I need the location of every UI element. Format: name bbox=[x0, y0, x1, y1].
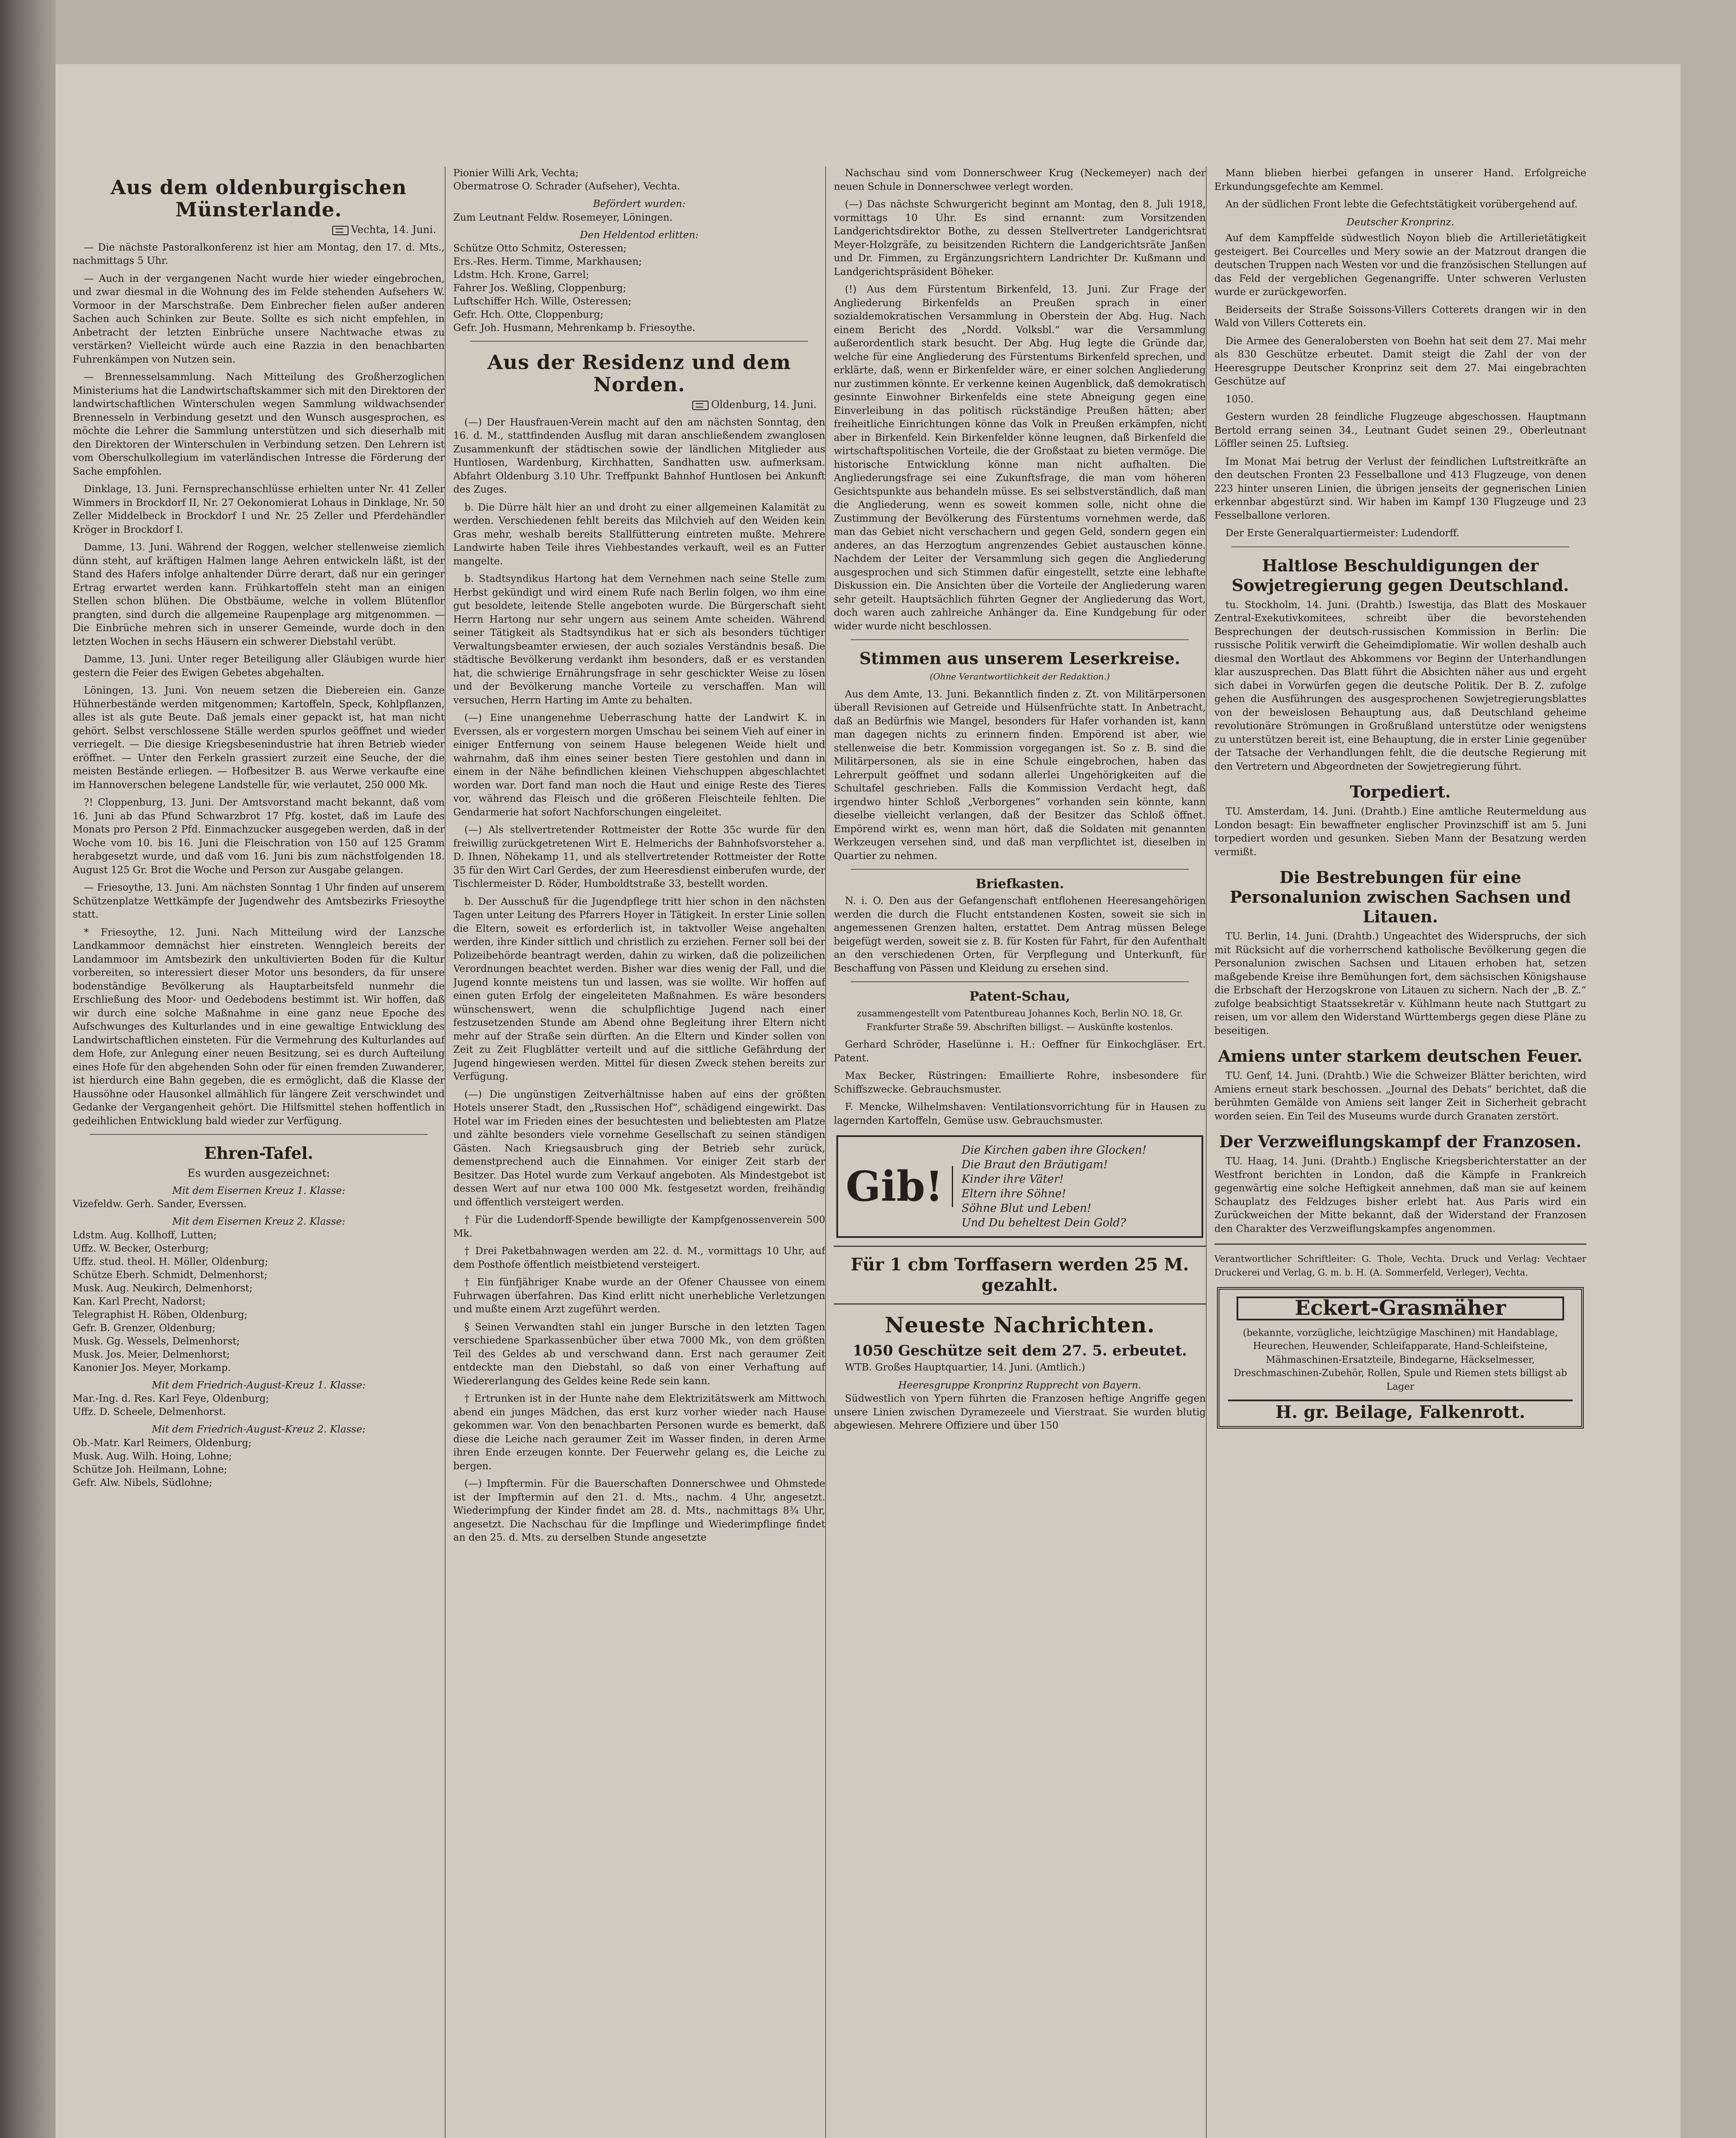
article-text: TU. Berlin, 14. Juni. (Drahtb.) Ungeachtet des Widerspruchs, der sich mit Rücksicht auf die vorherrschend katholische Bevölkerung gegen die Personalunion zwischen Sachsen und Litauen erhoben hat, setzen maßgebende Kreise ihre Bemühungen fort, dem sächsischen Königshause die Erbschaft der Herzogskrone von Litauen zu sichern. Nach der „B. Z.“ zufolge beabsichtigt Staatssekretär v. Kühlmann heute nach Stuttgart zu reisen, um vor allem den Widerstand Württembergs gegen diese Pläne zu beseitigen. bbox=[1214, 931, 1586, 1037]
patent-entry: Max Becker, Rüstringen: Emaillierte Rohre, insbesondere für Schiffszwecke. Gebrauchsmuster. bbox=[834, 1070, 1206, 1095]
patent-heading: Patent-Schau, bbox=[969, 989, 1070, 1004]
dateline: Vechta, 14. Juni. bbox=[73, 223, 436, 237]
honor-entry: Gefr. Alw. Nibels, Südlohne; bbox=[73, 1477, 213, 1488]
article-text: TU. Amsterdam, 14. Juni. (Drahtb.) Eine amtliche Reutermeldung aus London besagt: Ein bewaffneter englischer Provinzschiff ist am 5. Juni torpediert worden und gesunken. Sieben Mann der Besatzung werden vermißt. bbox=[1214, 806, 1586, 858]
news-item: An der südlichen Front lebte die Gefechtstätigkeit vorübergehend auf. bbox=[1225, 199, 1578, 210]
news-item: — Friesoythe, 13. Juni. Am nächsten Sonntag 1 Uhr finden auf unserem Schützenplatze Wettkämpfe der Jugendwehr des Amtsbezirks Friesoythe statt. bbox=[73, 882, 445, 920]
appeal-line: Die Kirchen gaben ihre Glocken! bbox=[961, 1144, 1147, 1157]
article-body bbox=[1214, 232, 1586, 523]
news-item: Gestern wurden 28 feindliche Flugzeuge abgeschossen. Hauptmann Bertold errang seinen 34., Leutnant Gudet seinen 29., Oberleutnant Löffler seinen 25. Luftsieg. bbox=[1214, 411, 1586, 449]
promoted-list bbox=[453, 211, 825, 224]
fallen-entry: Ers.-Res. Herm. Timme, Markhausen; bbox=[453, 256, 642, 267]
fallen-entry: Luftschiffer Hch. Wille, Osteressen; bbox=[453, 296, 632, 307]
ad-title: Eckert-Grasmäher bbox=[1237, 1296, 1564, 1320]
news-item: Beiderseits der Straße Soissons-Villers Cotterets drangen wir in den Wald von Villers Cotterets ein. bbox=[1214, 304, 1586, 329]
news-item: b. Der Ausschuß für die Jugendpflege tritt hier schon in den nächsten Tagen unter Leitung des Pfarrers Hoyer in Tätigkeit. In erster Linie sollen die Eltern, soweit es erforderlich ist, in taktvoller Weise angehalten werden, ihre Kinder sittlich und christlich zu erziehen. Ferner soll bei der Polizeibehörde beantragt werden, dahin zu wirken, daß die polizeilichen Verordnungen beachtet werden. Bisher war dies wenig der Fall, und die Jugend konnte meistens tun und lassen, was sie wollte. Wir hoffen auf einen guten Erfolg der eingeleiteten Maßnahmen. Es wäre besonders wünschenswert, wenn die schulpflichtige Jugend nach einer festzusetzenden Stunde am Abend ohne Begleitung ihrer Eltern nicht mehr auf der Straße sein dürften. An die Eltern und Kinder sollen von Zeit zu Zeit Flugblätter verteilt und auf die sittliche Gefährdung der Jugend hingewiesen werden. Mittel für diesen Zweck stehen bereits zur Verfügung. bbox=[453, 896, 825, 1082]
mailbox-heading: Briefkasten. bbox=[975, 877, 1064, 892]
telegraph-icon bbox=[692, 401, 709, 410]
honor-entry: Musk. Gg. Wessels, Delmenhorst; bbox=[73, 1335, 240, 1347]
news-item: b. Die Dürre hält hier an und droht zu einer allgemeinen Kalamität zu werden. Verschiedenen fehlt bereits das Milchvieh auf den Weiden kein Gras mehr, weshalb bereits Stallfütterung eintreten mußte. Mehrere Landwirte haben Teile ihres Viehbestandes verkauft, weil es an Futter mangelte. bbox=[453, 502, 825, 567]
fallen-entry: Gefr. Hch. Otte, Cloppenburg; bbox=[453, 309, 604, 320]
fallen-entry: Schütze Otto Schmitz, Osteressen; bbox=[453, 243, 627, 254]
fallen-entry: Gefr. Joh. Husmann, Mehrenkamp b. Friesoythe. bbox=[453, 322, 696, 334]
news-item: ?! Cloppenburg, 13. Juni. Der Amtsvorstand macht bekannt, daß vom 16. Juni ab das Pfund Schwarzbrot 17 Pfg. kostet, daß im Laufe des Monats pro Person 2 Pfd. Einmachzucker ausgegeben werden, daß in der Woche vom 10. bis 16. Juni die Fleischration von 150 auf 125 Gramm herabgesetzt wurde, und daß vom 16. Juni bis zum nächstfolgenden 18. August 125 Gr. Brot die Woche und Person zur Ausgabe gelangen. bbox=[73, 797, 445, 876]
news-front: Heeresgruppe Kronprinz Rupprecht von Bayern. bbox=[898, 1379, 1142, 1391]
honor-section bbox=[73, 1437, 445, 1490]
honor-entry: Musk. Aug. Wilh. Hoing, Lohne; bbox=[73, 1450, 232, 1462]
promoted-title: Befördert wurden: bbox=[593, 198, 686, 210]
honor-entry: Kanonier Jos. Meyer, Morkamp. bbox=[73, 1362, 231, 1373]
patent-entry: Gerhard Schröder, Haselünne i. H.: Oeffner für Einkochgläser. Ert. Patent. bbox=[834, 1039, 1206, 1064]
section-heading: Aus der Residenz und dem Norden. bbox=[487, 351, 791, 396]
honor-section-title: Mit dem Friedrich-August-Kreuz 2. Klasse: bbox=[152, 1424, 366, 1435]
news-item: 1050. bbox=[1225, 393, 1254, 405]
appeal-line: Kinder ihre Väter! bbox=[961, 1173, 1064, 1186]
appeal-line: Söhne Blut und Leben! bbox=[961, 1202, 1092, 1215]
column-rule bbox=[1206, 167, 1207, 2138]
appeal-line: Eltern ihre Söhne! bbox=[961, 1187, 1066, 1200]
article-body bbox=[834, 167, 1206, 633]
honor-entry: Ob.-Matr. Karl Reimers, Oldenburg; bbox=[73, 1437, 252, 1449]
article-heading: Die Bestrebungen für eine Personalunion zwischen Sachsen und Litauen. bbox=[1229, 868, 1571, 926]
honor-entry: Kan. Karl Precht, Nadorst; bbox=[73, 1296, 206, 1307]
news-item: (!) Aus dem Fürstentum Birkenfeld, 13. Juni. Zur Frage der Angliederung Birkenfelds an Preußen sprach in einer sozialdemokratischen Versammlung in Oberstein der Abg. Hug. Nach einem Bericht des „Nordd. Volksbl.“ war die Versammlung außerordentlich stark besucht. Der Abg. Hug legte die Gründe dar, welche für eine Angliederung des Fürstentums Birkenfeld sprechen, und erklärte, daß, wenn er Birkenfelder wäre, er einer solchen Angliederung nur zustimmen könnte. Er verkenne keinen Augenblick, daß demokratisch gesinnte Einwohner Birkenfelds eine stete Abneigung gegen eine Einverleibung in das politisch rückständige Preußen hätten; aber freiheitliche Einrichtungen könne das Volk in Preußen erkämpfen, nicht aber in Birkenfeld. Kein Birkenfelder könne leugnen, daß Birkenfeld die wirtschaftspolitischen Vorteile, die der Großstaat zu bieten vermöge. Die historische Entwicklung könne man nicht aufhalten. Die Angliederungsfrage sei eine Zukunftsfrage, die man vom höheren Gesichtspunkte aus behandeln müsse. Es sei selbstverständlich, daß man die Angliederung, wenn es soweit kommen solle, nicht ohne die Zustimmung der Bevölkerung des Fürstentums vornehmen werde, daß man das Gebiet nicht verschachern und gegen Geld, sondern gegen ein anderes, an das Herzogtum angrenzendes Gebiet austauschen könne. Nachdem der Leiter der Versammlung sich gegen die Angliederung ausgesprochen und sich Stimmen dafür eingestellt, setzte eine lebhafte Diskussion ein. Die Ansichten über die Vorteile der Angliederung waren sehr geteilt. Hauptsächlich führten Gegner der Angliederung das Wort, doch waren auch zahlreiche Anhänger da. Eine Kundgebung für oder wider wurde nicht beschlossen. bbox=[834, 284, 1206, 632]
honor-entry: Obermatrose O. Schrader (Aufseher), Vechta. bbox=[453, 181, 680, 192]
scan-binding-edge bbox=[0, 0, 56, 2138]
divider bbox=[470, 341, 808, 342]
news-item: Damme, 13. Juni. Unter reger Beteiligung aller Gläubigen wurde hier gestern die Feier des Ewigen Gebetes abgehalten. bbox=[73, 654, 445, 679]
column-rule bbox=[445, 167, 446, 2138]
honor-section-title: Mit dem Eisernen Kreuz 2. Klasse: bbox=[172, 1216, 345, 1227]
article-heading: Der Verzweiflungskampf der Franzosen. bbox=[1219, 1132, 1582, 1151]
article-body bbox=[453, 416, 825, 1545]
divider bbox=[834, 1246, 1206, 1247]
imprint: Verantwortlicher Schriftleiter: G. Thole, Vechta. Druck und Verlag: Vechtaer Druckerei und Verlag, G. m. b. H. (A. Sommerfeld, Verleger), Vechta. bbox=[1214, 1254, 1586, 1278]
honor-section bbox=[73, 1198, 445, 1211]
peat-fiber-ad: Für 1 cbm Torffasern werden 25 M. gezahlt. bbox=[850, 1255, 1189, 1295]
readers-subheading: (Ohne Verantwortlichkeit der Redaktion.) bbox=[930, 671, 1110, 682]
honor-entry: Uffz. D. Scheele, Delmenhorst. bbox=[73, 1406, 226, 1417]
honor-section-title: Mit dem Eisernen Kreuz 1. Klasse: bbox=[172, 1185, 345, 1196]
news-item: (—) Impftermin. Für die Bauerschaften Donnerschwee und Ohmstede ist der Impftermin auf den 21. d. Mts., nachm. 4 Uhr, angesetzt. Wiederimpfung der Kinder findet am 28. d. Mts., nachmittags 8¾ Uhr, angesetzt. Die Nachschau für die Impflinge und Wiederimpflinge findet an den 25. d. Mts. zu derselben Stunde angesetzte bbox=[453, 1478, 825, 1543]
signature: Der Erste Generalquartiermeister: Ludendorff. bbox=[1225, 528, 1460, 539]
honor-subheading: Es wurden ausgezeichnet: bbox=[187, 1167, 330, 1179]
article-text: tu. Stockholm, 14. Juni. (Drahtb.) Iswestija, das Blatt des Moskauer Zentral-Exekutivkomitees, schreibt über die bevorstehenden Besprechungen der deutsch-russischen Kommission in Berlin: Die russische Politik verwirft die Geheimdiplomatie. Wir wollen deshalb auch diesmal den Wortlaut des Abkommens vor Beginn der Unterhandlungen klar auszusprechen. Das Blatt führt die Absichten näher aus und ergeht sich dabei in Vorwürfen gegen die deutsche Politik. Der B. Z. zufolge gehen die Ausführungen des ausgesprochenen Sowjetregierungsblattes von der beweislosen Behauptung aus, daß Deutschland geheime revolutionäre Strömungen in Großrußland unterstütze oder wenigstens zu unterstützen bereit ist, eine Behauptung, die in erster Linie gegenüber der Tatsache der Verhandlungen fehlt, die die deutsche Regierung mit den Vertretern und Abgeordneten der Sowjetregierung führt. bbox=[1214, 599, 1586, 772]
news-text: Südwestlich von Ypern führten die Franzosen heftige Angriffe gegen unsere Linien zwischen Dyramezeele und Vierstraat. Sie wurden blutig abgewiesen. Mehrere Offiziere und über 150 bbox=[834, 1393, 1206, 1431]
promoted-entry: Zum Leutnant Feldw. Rosemeyer, Löningen. bbox=[453, 212, 673, 223]
honor-entry: Pionier Willi Ark, Vechta; bbox=[453, 168, 579, 179]
news-item: † Für die Ludendorff-Spende bewilligte der Kampfgenossenverein 500 Mk. bbox=[453, 1214, 825, 1239]
fallen-entry: Fahrer Jos. Weßling, Cloppenburg; bbox=[453, 283, 626, 294]
readers-letter: Aus dem Amte, 13. Juni. Bekanntlich finden z. Zt. von Militärpersonen überall Revisionen auf Getreide und Hülsenfrüchte statt. In Anbetracht, daß an Bedürfnis wie Mangel, besonders für Hafer vorhanden ist, kann man dagegen nichts zu erinnern finden. Empörend ist aber, wie stellenweise die betr. Kommission vorgegangen ist. So z. B. sind die Militärpersonen, als sie in eine Schule eingebrochen, haben das Lehrerpult geöffnet und sodann allerlei Ungehörigkeiten auf die Schultafel geschrieben. Falls die Kommission Verdacht hegt, daß irgendwo hinter Schloß „Verborgenes“ vorhanden sein könnte, kann dieselbe vielleicht verlangen, daß der Besitzer das Schloß öffnet. Empörend wirkt es, wenn man hört, daß die Soldaten mit genannten Werkzeugen versehen sind, und daß man verpflichtet ist, dieselben in Quartier zu nehmen. bbox=[834, 688, 1206, 862]
news-item: — Auch in der vergangenen Nacht wurde hier wieder eingebrochen, und zwar diesmal in die Wohnung des im Felde stehenden Aufsehers W. Vormoor in der Marschstraße. Dem Einbrecher fielen außer anderen Sachen auch Schinken zur Beute. Sollte es sich nicht empfehlen, in Anbetracht der letzten Einbrüche unsere Nachtwache etwas zu verstärken? Vielleicht würde auch eine Razzia in den benachbarten Fuhrenkämpen von Nutzen sein. bbox=[73, 273, 445, 365]
mailbox-text: N. i. O. Den aus der Gefangenschaft entflohenen Heeresangehörigen werden die durch die Flucht entstandenen Kosten, soweit sie sich in angemessenen Grenzen halten, erstattet. Dem Antrag müssen Belege beigefügt werden, soweit sie z. B. für Kosten für Fahrt, für den Aufenthalt an den verschiedenen Orten, für Verpflegung und Unterkunft, für Beschaffung von Pässen und Kleidung zu ersehen sind. bbox=[834, 895, 1206, 974]
news-item: Dinklage, 13. Juni. Fernsprechanschlüsse erhielten unter Nr. 41 Zeller Wimmers in Brockdorf II, Nr. 27 Oekonomierat Lohaus in Dinklage, Nr. 50 Zeller Middelbeck in Brockdorf I und Nr. 25 Zeller und Pferdehändler Kröger in Brockdorf I. bbox=[73, 484, 445, 535]
news-item: (—) Das nächste Schwurgericht beginnt am Montag, den 8. Juli 1918, vormittags 10 Uhr. Es sind ernannt: zum Vorsitzenden Landgerichtsdirektor Bothe, zu dessen Stellvertreter Landgerichtsrat Meyer-Holzgräfe, zu beisitzenden Richtern die Landgerichtsräte Janßen und Dr. Fimmen, zu Ergänzungsrichtern Landrichter Dr. Kußmann und Landgerichtspräsident Böheker. bbox=[834, 199, 1206, 278]
column-3 bbox=[834, 167, 1206, 2138]
article-heading: Torpediert. bbox=[1349, 782, 1451, 801]
news-item: (—) Eine unangenehme Ueberraschung hatte der Landwirt K. in Everssen, als er vorgestern morgen Umschau bei seinem Vieh auf einer in einiger Entfernung von seinem Hause belegenen Weide hielt und wahrnahm, daß ihm eines seiner besten Tiere gestohlen und dann in einem in der Nähe befindlichen kleinen Viehschuppen abgeschlachtet worden war. Dort fand man noch die Haut und einige Reste des Tieres vor, während das Fleisch und die größeren Fleischteile fehlten. Die Gendarmerie hat sofort Nachforschungen eingeleitet. bbox=[453, 712, 825, 818]
fallen-entry: Ldstm. Hch. Krone, Garrel; bbox=[453, 269, 589, 281]
news-item: (—) Als stellvertretender Rottmeister der Rotte 35c wurde für den freiwillig zurückgetretenen Wirt E. Helmerichs der Bahnhofsvorsteher a. D. Ihnen, Nöhekamp 11, und als stellvertretender Rottmeister der Rotte 35 für den Wirt Carl Gerdes, der zum Heeresdienst einberufen wurde, der Tischlermeister D. Röder, Humboldtstraße 33, bestellt worden. bbox=[453, 824, 825, 889]
mower-advertisement bbox=[1217, 1287, 1584, 1429]
news-item: — Die nächste Pastoralkonferenz ist hier am Montag, den 17. d. Mts., nachmittags 5 Uhr. bbox=[73, 242, 445, 266]
divider bbox=[90, 1134, 428, 1135]
divider bbox=[1214, 1243, 1586, 1245]
news-item: § Seinen Verwandten stahl ein junger Bursche in den letzten Tagen verschiedene Sparkassenbücher über etwa 7000 Mk., von dem größten Teil des Geldes ab und verschwand dann. Erst nach geraumer Zeit entdeckte man den Diebstahl, so daß von einer Verhaftung auf Wiedererlangung des Geldes keine Rede sein kann. bbox=[453, 1321, 825, 1387]
appeal-line: Und Du beheltest Dein Gold? bbox=[961, 1217, 1126, 1229]
column-2 bbox=[453, 167, 825, 2138]
article-text: TU. Haag, 14. Juni. (Drahtb.) Englische Kriegsberichterstatter an der Westfront berichten in London, daß die Kämpfe in Frankreich gegenwärtig eine solche Heftigkeit annehmen, daß man sie auf keinem Schauplatz des Feldzuges bisher erlebt hat. Aus Paris wird ein Zurückweichen der Mitte bekannt, daß der Widerstand der Franzosen den Charakter des Verzweiflungskampfes angenommen. bbox=[1214, 1156, 1586, 1234]
article-body bbox=[73, 241, 445, 1128]
patent-entry: F. Mencke, Wilhelmshaven: Ventilationsvorrichtung für in Hausen zu lagernden Kartoffeln, Gemüse usw. Gebrauchsmuster. bbox=[834, 1101, 1206, 1126]
news-dateline: WTB. Großes Hauptquartier, 14. Juni. (Amtlich.) bbox=[845, 1362, 1085, 1373]
honor-entry: Telegraphist H. Röben, Oldenburg; bbox=[73, 1309, 248, 1320]
news-item: Auf dem Kampffelde südwestlich Noyon blieb die Artillerietätigkeit gesteigert. Bei Courcelles und Mery sowie an der Matzrout drangen die deutschen Truppen nach Westen vor und die französischen Stellungen auf das Feld der vergeblichen Gegenangriffe. Unter schweren Verlusten wurde er zurückgeworfen. bbox=[1214, 233, 1586, 298]
divider bbox=[1231, 546, 1569, 547]
honor-entry: Gefr. B. Grenzer, Oldenburg; bbox=[73, 1322, 216, 1334]
newspaper-page bbox=[56, 64, 1680, 2138]
column-4 bbox=[1214, 167, 1586, 2138]
appeal-big-word: Gib! bbox=[846, 1166, 953, 1207]
latest-news-subheading: 1050 Geschütze seit dem 27. 5. erbeutet. bbox=[852, 1342, 1187, 1359]
article-heading: Amiens unter starkem deutschen Feuer. bbox=[1218, 1046, 1583, 1066]
news-item: † Drei Paketbahnwagen werden am 22. d. M., vormittags 10 Uhr, auf dem Posthofe öffentlich meistbietend versteigert. bbox=[453, 1246, 825, 1270]
divider bbox=[851, 639, 1189, 640]
telegraph-icon bbox=[332, 226, 348, 235]
news-item: † Ein fünfjähriger Knabe wurde an der Ofener Chaussee von einem Fuhrwagen überfahren. Das Kind erlitt nicht unerhebliche Verletzungen und mußte einem Arzt zugeführt werden. bbox=[453, 1277, 825, 1315]
news-item: Nachschau sind vom Donnerschweer Krug (Neckemeyer) nach der neuen Schule in Donnerschwee verlegt worden. bbox=[834, 168, 1206, 192]
ad-text: (bekannte, vorzügliche, leichtzügige Maschinen) mit Handablage, Heurechen, Heuwender, Schleifapparate, Hand-Schleifsteine, Mähmaschinen-Ersatzteile, Bindegarne, Häckselmesser, Dreschmaschinen-Zubehör, Rollen, Spule und Riemen stets billigst ab Lager bbox=[1233, 1327, 1567, 1392]
patent-list bbox=[834, 1038, 1206, 1128]
news-item: * Friesoythe, 12. Juni. Nach Mitteilung wird der Lanzsche Landkammoor demnächst hier einstreten. Wenngleich bereits der Landammoor im Amtsbezirk den unkultivierten Boden für die Kultur vorbereiten, so interessiert dieser Motor uns besonders, da für unsere bodenständige Bevölkerung als Hauptarbeitsfeld nunmehr die Erschließung des Moor- und Oedebodens bestimmt ist. Wir hoffen, daß wir durch eine solche Maßnahme in eine ganz neue Epoche des Aufschwunges des Kulturlandes und in eine gewaltige Entwicklung des Landwirtschaftlichen einsteten. Für die Vermehrung des Kulturlandes auf dem Hofe, zur Anlegung einer neuen Besitzung, sei es durch Aufteilung eines Hofe für den abgehenden Sohn oder für einen fremden Zuwanderer, ist hierdurch eine Bahn gegeben, die es ermöglicht, daß die Klasse der Haussöhne oder Hausonkel allmählich für längere Zeit verschwindet und Gedanke der Vergangenheit gehört. Die Hilfsmittel stehen hoffentlich in gedeihlichen Entwicklung bald wieder zur Verfügung. bbox=[73, 927, 445, 1127]
news-item: (—) Die ungünstigen Zeitverhältnisse haben auf eins der größten Hotels unserer Stadt, den „Russischen Hof“, schädigend eingewirkt. Das Hotel war im Frieden eines der besuchtesten und beliebtesten am Platze und zählte besonders viele vornehme Gesellschaft zu seinen ständigen Gästen. Nach Kriegsausbruch ging der Betrieb sehr zurück, demenstprechend auch die Einnahmen. Vor einiger Zeit starb der Besitzer. Das Hotel wurde zum Verkauf angeboten. Als Mindestgebot ist dessen Wert auf nur etwa 100 000 Mk. festgesetzt worden, freihändig und öffentlich versteigert werden. bbox=[453, 1089, 825, 1208]
honor-section bbox=[73, 1229, 445, 1375]
honor-entry: Uffz. W. Becker, Osterburg; bbox=[73, 1243, 209, 1254]
dateline: Oldenburg, 14. Juni. bbox=[453, 398, 817, 412]
appeal-line: Die Braut den Bräutigam! bbox=[961, 1158, 1108, 1171]
honor-entry: Musk. Aug. Neukirch, Delmenhorst; bbox=[73, 1282, 253, 1294]
readers-heading: Stimmen aus unserem Leserkreise. bbox=[859, 649, 1181, 668]
section-heading: Aus dem oldenburgischen Münsterlande. bbox=[110, 176, 407, 221]
divider bbox=[851, 981, 1189, 982]
honor-heading: Ehren-Tafel. bbox=[204, 1143, 313, 1163]
latest-news-heading: Neueste Nachrichten. bbox=[885, 1312, 1155, 1338]
kronprinz-title: Deutscher Kronprinz. bbox=[1346, 216, 1454, 228]
honor-list bbox=[73, 1184, 445, 1490]
honor-section bbox=[73, 1392, 445, 1419]
donation-appeal-box bbox=[836, 1135, 1203, 1238]
honor-list-continued bbox=[453, 167, 825, 193]
honor-entry: Vizefeldw. Gerh. Sander, Everssen. bbox=[73, 1199, 247, 1210]
honor-entry: Musk. Jos. Meier, Delmenhorst; bbox=[73, 1349, 230, 1360]
news-item: Damme, 13. Juni. Während der Roggen, welcher stellenweise ziemlich dünn steht, auf kräftigen Halmen lange Aehren entwickeln läßt, ist der Stand des Hafers infolge anhaltender Dürre derart, daß nur ein geringer Ertrag erwartet werden kann. Frühkartoffeln steht man an einigen Stellen schon blühen. Die Obstbäume, welche in vollem Blütenflor prangten, sind durch die allgemeine Raupenplage arg mitgenommen. — Die Einbrüche mehren sich in unserer Gemeinde, wurde doch in den letzten Wochen in sechs Häusern ein schwerer Diebstahl verübt. bbox=[73, 542, 445, 647]
fallen-list bbox=[453, 242, 825, 335]
news-item: b. Stadtsyndikus Hartong hat dem Vernehmen nach seine Stelle zum Herbst gekündigt und wird einem Rufe nach Berlin folgen, wo ihm eine gut besoldete, leitende Stelle angeboten wurde. Die Bürgerschaft sieht Herrn Hartong nur sehr ungern aus seinem Amte scheiden. Während seiner Tätigkeit als Stadtsyndikus hat er sich als besonders tüchtiger Verwaltungsbeamter erwiesen, der auch soziales Verständnis besaß. Die städtische Bevölkerung verdankt ihm besonders, daß er es verstanden hat, die schwierige Ernährungsfrage in sehr geschickter Weise zu lösen und der Bevölkerung manche Vorteile zu verschaffen. Man will versuchen, Herrn Harting im Amte zu behalten. bbox=[453, 573, 825, 706]
news-item: Löningen, 13. Juni. Von neuem setzen die Diebereien ein. Ganze Hühnerbestände werden mitgenommen; Kartoffeln, Speck, Kohlpflanzen, alles ist als gute Beute. Daß jemals einer gepackt ist, hat man nicht gehört. Selbst verschlossene Ställe werden spurlos geöffnet und wieder verriegelt. — Die diesige Kriegsbesenindustrie hat ihren Betrieb wieder eröffnet. — Unter den Ferkeln grassiert zurzeit eine Seuche, der die meisten Bestände erliegen. — Hofbesitzer B. aus Werwe verkaufte eine im Hannoverschen belegene Landstelle für, wie verlautet, 250 000 Mk. bbox=[73, 685, 445, 791]
honor-section-title: Mit dem Friedrich-August-Kreuz 1. Klasse: bbox=[152, 1379, 366, 1391]
appeal-lines bbox=[962, 1143, 1147, 1230]
column-rule bbox=[825, 167, 826, 2138]
news-item: (—) Der Hausfrauen-Verein macht auf den am nächsten Sonntag, den 16. d. M., stattfindenden Ausflug mit daran anschließendem zwanglosen Zusammenkunft der städtischen sowie der ländlichen Mitglieder aus Huntlosen, Wardenburg, Kirchhatten, Sandhatten usw. aufmerksam. Abfahrt Oldenburg 3.10 Uhr. Treffpunkt Bahnhof Huntlosen bei Ankunft des Zuges. bbox=[453, 416, 825, 495]
news-item: Im Monat Mai betrug der Verlust der feindlichen Luftstreitkräfte an den deutschen Fronten 23 Fesselballone und 413 Flugzeuge, von denen 223 hinter unseren Linien, die übrigen jenseits der gegnerischen Linien erkennbar abgestürzt sind. Wir haben im Kampf 130 Flugzeuge und 23 Fesselballone verloren. bbox=[1214, 456, 1586, 521]
divider bbox=[834, 1303, 1206, 1305]
column-1 bbox=[73, 167, 445, 2138]
fallen-title: Den Heldentod erlitten: bbox=[580, 229, 699, 241]
article-text: TU. Genf, 14. Juni. (Drahtb.) Wie die Schweizer Blätter berichten, wird Amiens erneut stark beschossen. „Journal des Debats“ berichtet, daß die berühmten Gemälde von Amiens seit langer Zeit in Sicherheit gebracht worden seien. Ein Teil des Museums wurde durch Granaten zerstört. bbox=[1214, 1070, 1586, 1122]
honor-entry: Uffz. stud. theol. H. Möller, Oldenburg; bbox=[73, 1256, 269, 1267]
news-item: Mann blieben hierbei gefangen in unserer Hand. Erfolgreiche Erkundungsgefechte am Kemmel. bbox=[1214, 168, 1586, 192]
honor-entry: Ldstm. Aug. Kollhoff, Lutten; bbox=[73, 1229, 217, 1241]
divider bbox=[851, 869, 1189, 870]
honor-entry: Schütze Eberh. Schmidt, Delmenhorst; bbox=[73, 1269, 268, 1281]
news-item: — Brennesselsammlung. Nach Mitteilung des Großherzoglichen Ministeriums hat die Landwirtschaftskammer sich mit den Direktoren der landwirtschaftlichen Winterschulen wegen Sammlung wildwachsender Brennesseln in Verbindung gesetzt und den Wunsch ausgesprochen, es möchte die Lehrer die Sammlung unterstützen und sich dieserhalb mit den Direktoren der Winterschulen in Verbindung setzen. Den Lehrern ist vom Oberschulkollegium im vaterländischen Intresse die Förderung der Sache empfohlen. bbox=[73, 372, 445, 477]
honor-entry: Mar.-Ing. d. Res. Karl Feye, Oldenburg; bbox=[73, 1393, 269, 1404]
patent-intro: zusammengestellt vom Patentbureau Johannes Koch, Berlin NO. 18, Gr. Frankfurter Straße 59. Abschriften billigst. — Auskünfte kostenlos. bbox=[856, 1008, 1183, 1032]
article-heading: Haltlose Beschuldigungen der Sowjetregierung gegen Deutschland. bbox=[1231, 555, 1569, 595]
article-body bbox=[1214, 167, 1586, 212]
news-item: † Ertrunken ist in der Hunte nahe dem Elektrizitätswerk am Mittwoch abend ein junges Mädchen, das erst kurz vorher wieder nach Hause gekommen war. Von den benachbarten Personen wurde es bemerkt, daß diese die Leiche nach geraumer Zeit im Wasser finden, in deren Arme ihren Ende erzeugen konnte. Der Feuerwehr gelang es, die Leiche zu bergen. bbox=[453, 1393, 825, 1472]
ad-footer: H. gr. Beilage, Falkenrott. bbox=[1228, 1400, 1573, 1419]
news-item: Die Armee des Generalobersten von Boehn hat seit dem 27. Mai mehr als 830 Geschütze erbeutet. Damit steigt die Zahl der von der Heeresgruppe Deutscher Kronprinz seit dem 27. Mai eingebrachten Geschütze auf bbox=[1214, 335, 1586, 387]
honor-entry: Schütze Joh. Heilmann, Lohne; bbox=[73, 1464, 227, 1475]
